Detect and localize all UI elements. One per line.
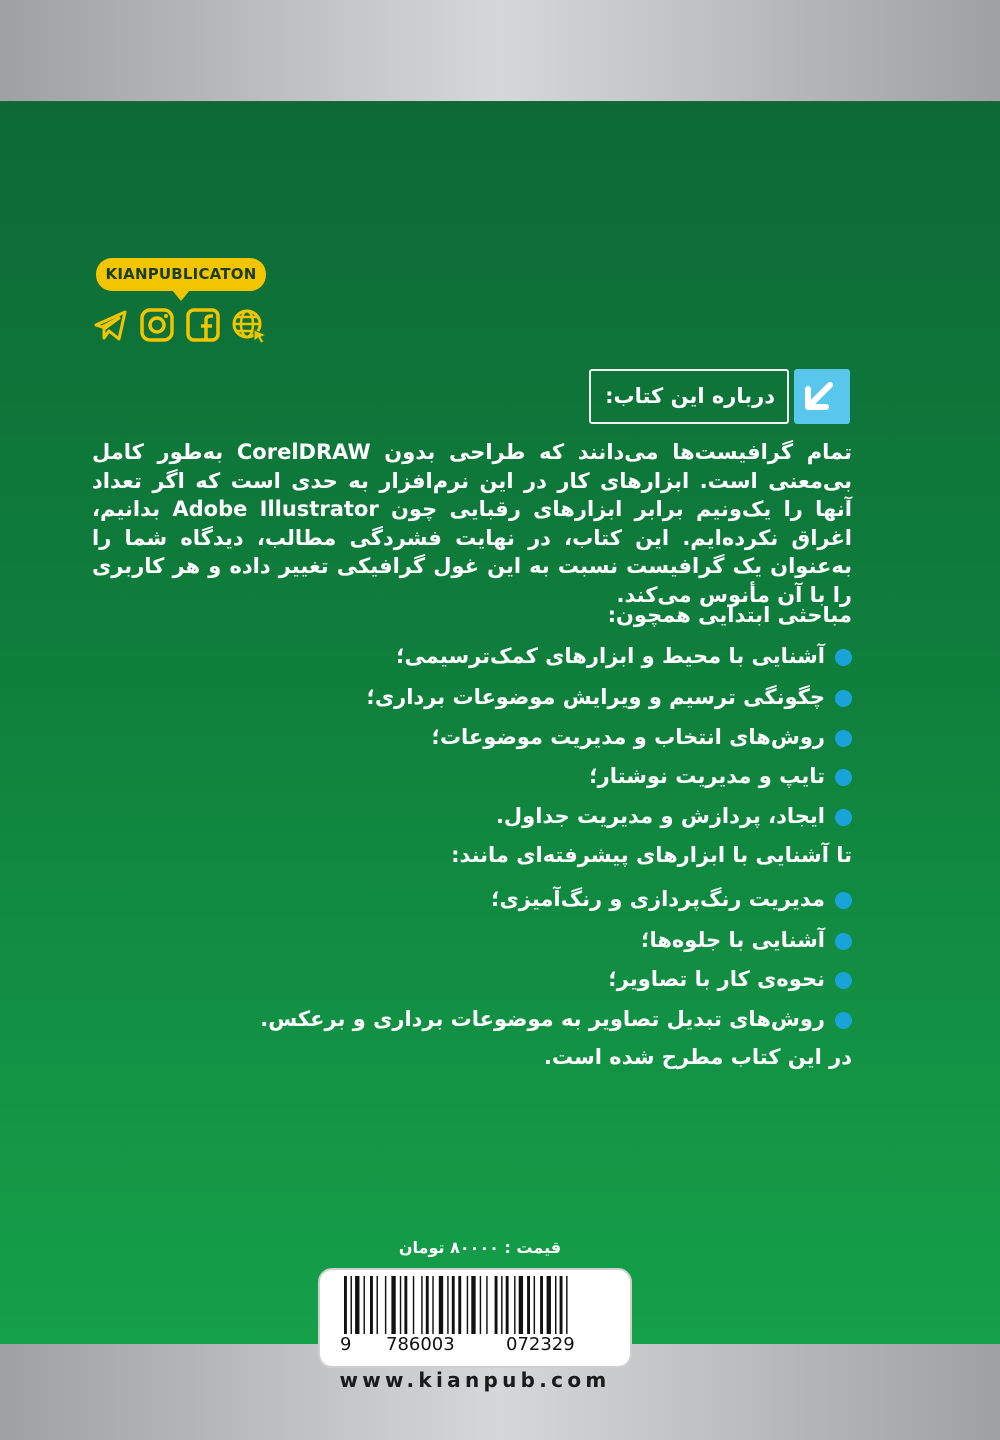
section1-heading: مباحثی ابتدایی همچون:: [607, 603, 852, 627]
barcode-bar: [344, 1276, 347, 1334]
barcode-bar: [560, 1276, 563, 1334]
isbn-left: 786003: [386, 1334, 455, 1355]
barcode-bar: [452, 1276, 455, 1334]
bullet-dot: [835, 809, 852, 826]
barcode-bar: [480, 1276, 481, 1334]
barcode-bar: [458, 1276, 461, 1334]
instagram-icon[interactable]: [138, 306, 176, 344]
barcode-bar: [377, 1276, 378, 1334]
bullet-dot: [835, 1012, 852, 1029]
barcode-bar: [467, 1276, 468, 1334]
barcode-bar: [426, 1276, 429, 1334]
barcode-bar: [400, 1276, 401, 1334]
about-title: درباره این کتاب:: [605, 384, 775, 408]
barcode-bar: [527, 1276, 530, 1334]
about-title-box: [589, 369, 789, 424]
social-icons: [92, 306, 272, 346]
barcode-bar: [547, 1276, 551, 1334]
barcode-bar: [351, 1276, 352, 1334]
bullet-dot: [835, 892, 852, 909]
barcode-bar: [495, 1276, 498, 1334]
barcode-bar: [413, 1276, 414, 1334]
barcode-bar: [514, 1276, 515, 1334]
list-item: تایپ و مدیریت نوشتار؛: [589, 761, 852, 791]
barcode-bar: [534, 1276, 535, 1334]
barcode-bar: [439, 1276, 443, 1334]
list-item: روش‌های انتخاب و مدیریت موضوعات؛: [432, 722, 852, 752]
isbn-right: 072329: [506, 1334, 575, 1355]
barcode-bar: [421, 1276, 422, 1334]
barcode-bar: [566, 1276, 567, 1334]
bullet-dot: [835, 769, 852, 786]
barcode-bar: [555, 1276, 556, 1334]
barcode-bar: [486, 1276, 487, 1334]
arrow-icon: [794, 369, 850, 424]
publisher-handle-bubble: KIANPUBLICATON: [96, 258, 266, 291]
telegram-icon[interactable]: [92, 306, 130, 344]
barcode-bar: [471, 1276, 475, 1334]
bullet-dot: [835, 730, 852, 747]
barcode-bar: [364, 1276, 365, 1334]
isbn-barcode: [318, 1268, 632, 1368]
barcode-bars: [336, 1276, 616, 1334]
barcode-bar: [447, 1276, 448, 1334]
list-item: ایجاد، پردازش و مدیریت جداول.: [496, 801, 852, 831]
list-item: آشنایی با محیط و ابزارهای کمک‌ترسیمی؛: [396, 641, 852, 671]
section2-heading: تا آشنایی با ابزارهای پیشرفته‌ای مانند:: [451, 843, 852, 867]
about-paragraph: تمام گرافیست‌ها می‌دانند که طراحی بدون CorelDRAW به‌طور کامل بی‌معنی است. ابزارهای کار در این نرم‌افزار به حدی است که اگر تعداد آنها را یک‌ونیم برابر ابزارهای رقبایی چون Adobe Illustrator بدانیم، اغراق نکرده‌ایم. این کتاب، در نهایت فشردگی مطالب، دیدگاه شما را به‌عنوان یک گرافیست نسبت به این غول گرافیکی تغییر داده و هر کاربری را با آن مأنوس می‌کند.: [92, 440, 853, 607]
barcode-bar: [519, 1276, 523, 1334]
closing-line: در این کتاب مطرح شده است.: [543, 1045, 852, 1069]
top-gray-band: [0, 0, 1000, 101]
list-item: نحوه‌ی کار با تصاویر؛: [608, 964, 852, 994]
isbn-digits: [334, 1334, 624, 1360]
barcode-bar: [501, 1276, 502, 1334]
barcode-bar: [385, 1276, 386, 1334]
barcode-bar: [540, 1276, 543, 1334]
web-icon[interactable]: [230, 306, 268, 344]
barcode-bar: [432, 1276, 433, 1334]
list-item: روش‌های تبدیل تصاویر به موضوعات برداری و برعکس.: [260, 1004, 852, 1034]
barcode-bar: [391, 1276, 395, 1334]
list-item: آشنایی با جلوه‌ها؛: [641, 925, 852, 955]
isbn-lead: 9: [340, 1334, 352, 1355]
list-item: چگونگی ترسیم و ویرایش موضوعات برداری؛: [367, 682, 853, 712]
barcode-bar: [506, 1276, 509, 1334]
bullet-dot: [835, 690, 852, 707]
facebook-icon[interactable]: [184, 306, 222, 344]
barcode-bar: [355, 1276, 359, 1334]
bullet-dot: [835, 649, 852, 666]
barcode-bar: [404, 1276, 407, 1334]
bullet-dot: [835, 972, 852, 989]
barcode-bar: [370, 1276, 373, 1334]
list-item: مدیریت رنگ‌پردازی و رنگ‌آمیزی؛: [491, 884, 852, 914]
bullet-dot: [835, 933, 852, 950]
price-label: قیمت : ۸۰۰۰۰ تومان: [398, 1238, 562, 1257]
website-url: www.kianpub.com: [339, 1368, 611, 1392]
